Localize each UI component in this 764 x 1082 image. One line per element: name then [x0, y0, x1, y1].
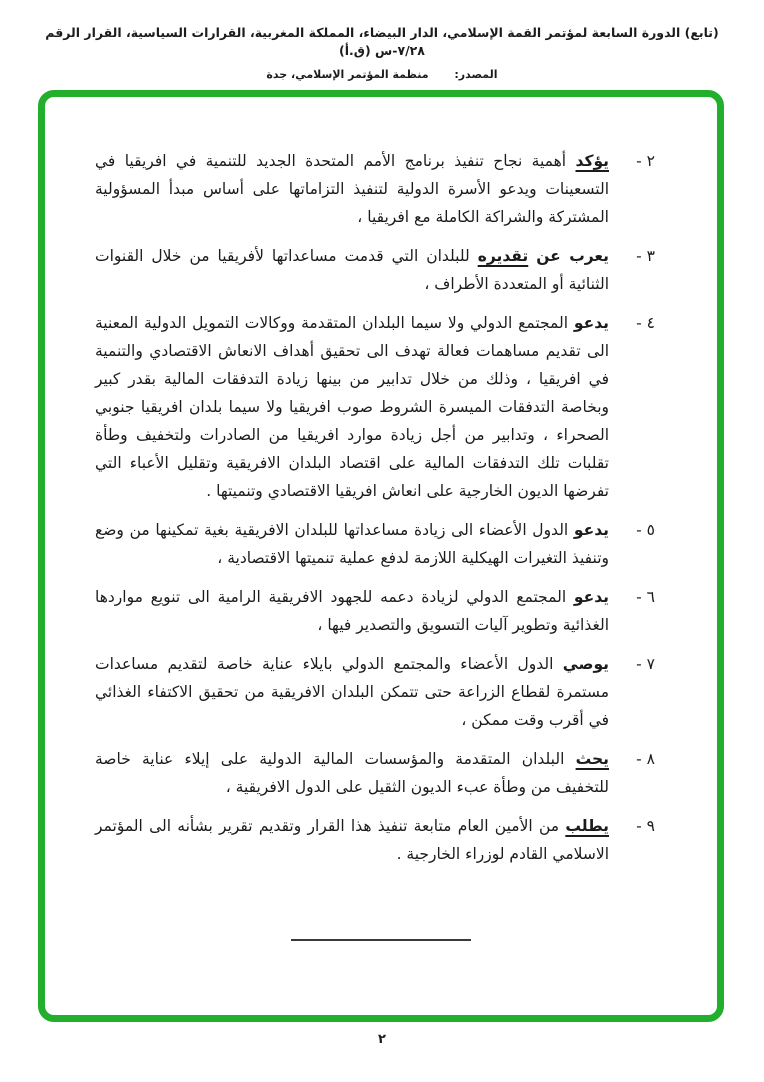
resolution-item [95, 242, 655, 298]
item-body-text: البلدان المتقدمة والمؤسسات المالية الدولية على إيلاء عناية خاصة للتخفيف من وطأة عبء الديون الثقيل على الدول الافريقية ، [95, 750, 609, 796]
item-lead-verb-underlined: يحث [575, 750, 609, 768]
item-number: ٦ - [636, 588, 655, 606]
item-number: ٩ - [636, 817, 655, 835]
item-text [95, 309, 609, 505]
resolution-item [95, 147, 655, 231]
item-number: ٤ - [636, 314, 655, 332]
item-number: ٨ - [636, 750, 655, 768]
item-lead-verb: يدعو [573, 521, 609, 539]
page-number: ٢ [378, 1032, 386, 1047]
item-number: ٢ - [636, 152, 655, 170]
source-label: المصدر: [454, 68, 498, 81]
item-text [95, 583, 609, 639]
resolution-item [95, 309, 655, 505]
item-text [95, 516, 609, 572]
item-text [95, 812, 609, 868]
item-body-text: المجتمع الدولي لزيادة دعمه للجهود الافريقية الرامية الى تنويع مواردها الغذائية وتطوير آليات التسويق والتصدير فيها ، [95, 588, 609, 634]
document-title: (تابع) الدورة السابعة لمؤتمر القمة الإسلامي، الدار البيضاء، المملكة المغربية، القرارات السياسية، القرار الرقم ٧/٢٨-س (ق.أ) [45, 25, 719, 58]
item-lead-verb-underlined: يؤكد [575, 152, 609, 170]
item-text [95, 745, 609, 801]
item-body-text: المجتمع الدولي ولا سيما البلدان المتقدمة ووكالات التمويل الدولية المعنية الى تقديم مساهمات فعالة تهدف الى تحقيق أهداف الانعاش الاقتصادي والتنمية في افريقيا ، وذلك من خلال تدابير من بينها زيادة التدفقات المالية بقدر كبير وبخاصة التدفقات الميسرة الشروط صوب افريقيا ولا سيما بلدان افريقيا جنوبي الصحراء ، وتدابير من أجل زيادة موارد افريقيا من الصادرات ولتخفيف وطأة تقلبات تلك التدفقات المالية على اقتصاد البلدان الافريقية وتقليل الأعباء التي تفرضها الديون الخارجية على انعاش افريقيا الاقتصادي وتنميتها . [95, 314, 609, 500]
resolution-item [95, 516, 655, 572]
item-number: ٣ - [636, 247, 655, 265]
item-lead-verb: يوصي [562, 655, 609, 673]
item-body-text: للبلدان التي قدمت مساعداتها لأفريقيا من خلال القنوات الثنائية أو المتعددة الأطراف ، [95, 247, 609, 293]
item-text [95, 242, 609, 298]
item-lead-verb-underlined: تقديره [477, 247, 529, 265]
document-header [0, 24, 764, 81]
item-body-text: من الأمين العام متابعة تنفيذ هذا القرار وتقديم تقرير بشأنه الى المؤتمر الاسلامي القادم لوزراء الخارجية . [95, 817, 609, 863]
item-number: ٥ - [636, 521, 655, 539]
item-text [95, 650, 609, 734]
item-lead-verb: يعرب عن [536, 247, 609, 265]
item-body-text: الدول الأعضاء الى زيادة مساعداتها للبلدان الافريقية بغية تمكينها من وضع وتنفيذ التغيرات الهيكلية اللازمة لدفع عملية تنميتها الاقتصادية ، [95, 521, 609, 567]
item-lead-verb: يدعو [573, 588, 609, 606]
content-frame [38, 90, 724, 1022]
item-lead-verb-underlined: يطلب [565, 817, 609, 835]
source-line [0, 68, 764, 81]
separator-rule [291, 939, 471, 941]
resolution-item [95, 745, 655, 801]
item-lead-verb: يدعو [573, 314, 609, 332]
source-value: منظمة المؤتمر الإسلامي، جدة [266, 68, 429, 81]
resolution-item [95, 650, 655, 734]
item-body-text: أهمية نجاح تنفيذ برنامج الأمم المتحدة الجديد للتنمية في افريقيا في التسعينات ويدعو الأسرة الدولية لتنفيذ التزاماتها على أساس مبدأ المسؤولية المشتركة والشراكة الكاملة مع افريقيا ، [95, 152, 609, 226]
item-text [95, 147, 609, 231]
resolution-item [95, 812, 655, 868]
item-number: ٧ - [636, 655, 655, 673]
item-body-text: الدول الأعضاء والمجتمع الدولي بايلاء عناية خاصة لتقديم مساعدات مستمرة لقطاع الزراعة حتى تتمكن البلدان الافريقية من تحقيق الاكتفاء الغذائي في أقرب وقت ممكن ، [95, 655, 609, 729]
resolution-item [95, 583, 655, 639]
resolution-clauses [95, 147, 655, 879]
